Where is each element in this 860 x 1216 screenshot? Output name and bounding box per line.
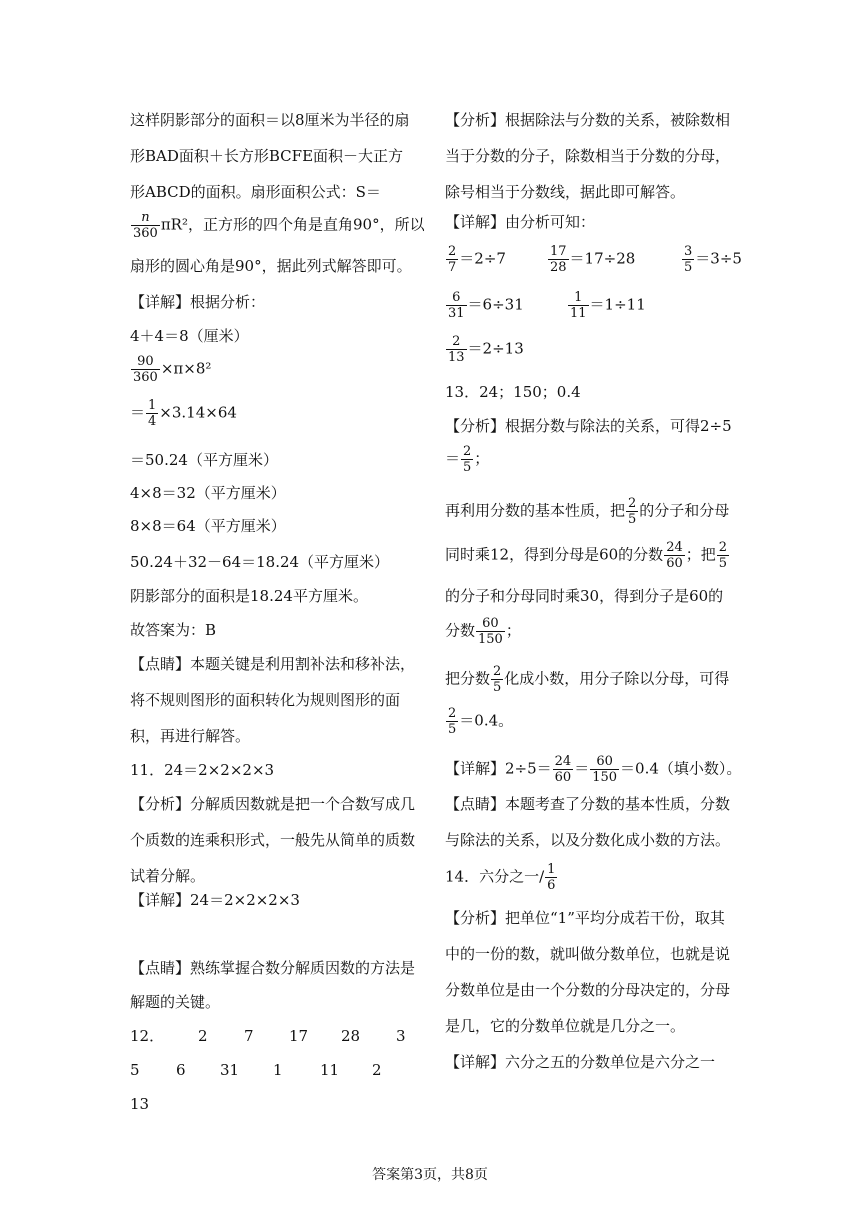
text-line: 中的一份的数，就叫做分数单位，也就是说 [445, 945, 731, 963]
text-line: 的分子和分母同时乘30，得到分子是60的 [445, 587, 724, 605]
text-line: 【点睛】本题考查了分数的基本性质，分数 [445, 795, 731, 813]
fraction: $\frac{90}{360}$ [133, 354, 158, 385]
q12-label: 12． [130, 1027, 165, 1045]
text-line: 4＋4＝8（厘米） [130, 327, 249, 345]
formula-line: 【详解】2÷5＝ $\frac{24}{60}$ ＝ $\frac{60}{150}$ ＝0.4（填小数）。 [445, 754, 742, 785]
formula-line: $\frac{2}{5}$ ＝0.4。 [448, 706, 514, 737]
text-line: 【详解】根据分析： [130, 293, 266, 311]
text-line: 除号相当于分数线，据此即可解答。 [445, 183, 686, 201]
text-line: 【详解】24＝2×2×2×3 [130, 891, 300, 909]
text-line: 11．24＝2×2×2×3 [130, 761, 275, 779]
q12-num: 2 [372, 1061, 382, 1079]
text-line: 【详解】由分析可知： [445, 213, 596, 231]
frac-eq: $\frac{17}{28}$ ＝17÷28 [550, 244, 636, 275]
q12-num: 28 [341, 1027, 361, 1045]
formula-line: $\frac{n}{360}$ πR²，正方形的四个角是直角90°，所以 [133, 210, 425, 241]
page-footer: 答案第3页，共8页 [372, 1167, 488, 1183]
frac-eq: $\frac{2}{13}$ ＝2÷13 [448, 334, 524, 365]
text-line: 【分析】根据分数与除法的关系，可得2÷5 [445, 417, 732, 435]
text-line: 分数单位是由一个分数的分母决定的，分母 [445, 981, 731, 999]
fraction: $\frac{n}{360}$ [133, 210, 158, 241]
q12-num: 31 [220, 1061, 240, 1079]
text-line: 与除法的关系，以及分数化成小数的方法。 [445, 831, 731, 849]
text-line: 积，再进行解答。 [130, 727, 251, 745]
text-line: 13．24；150；0.4 [445, 383, 581, 401]
formula-line: 再利用分数的基本性质，把 $\frac{2}{5}$ 的分子和分母 [445, 496, 730, 527]
text-line: 这样阴影部分的面积＝以8厘米为半径的扇 [130, 111, 410, 129]
q12-num: 1 [273, 1061, 283, 1079]
q12-num: 11 [320, 1061, 340, 1079]
q12-num: 3 [396, 1027, 406, 1045]
text-line: 8×8＝64（平方厘米） [130, 517, 286, 535]
text-line: 【分析】分解质因数就是把一个合数写成几 [130, 795, 416, 813]
text-line: 形BAD面积＋长方形BCFE面积－大正方 [130, 147, 404, 165]
formula-line: 14．六分之一/ $\frac{1}{6}$ [445, 862, 556, 893]
frac-eq: $\frac{3}{5}$ ＝3÷5 [684, 244, 742, 275]
text-line: 个质数的连乘积形式，一般先从简单的质数 [130, 831, 416, 849]
text-line: 【点睛】本题关键是利用割补法和移补法， [130, 655, 416, 673]
text-line: 形ABCD的面积。扇形面积公式：S＝ [130, 183, 381, 201]
formula-line: $\frac{90}{360}$ ×π×8² [133, 354, 212, 385]
frac-eq: $\frac{2}{7}$ ＝2÷7 [448, 244, 506, 275]
frac-eq: $\frac{1}{11}$ ＝1÷11 [570, 290, 646, 321]
text-line: 【分析】根据除法与分数的关系，被除数相 [445, 111, 731, 129]
formula-line: 分数 $\frac{60}{150}$ ； [445, 616, 521, 647]
text-line: ＝50.24（平方厘米） [130, 451, 278, 469]
q12-num: 17 [289, 1027, 309, 1045]
q12-num: 7 [244, 1027, 254, 1045]
text-line: 【点睛】熟练掌握合数分解质因数的方法是 [130, 959, 416, 977]
text-line: 解题的关键。 [130, 993, 221, 1011]
text-line: 当于分数的分子，除数相当于分数的分母， [445, 147, 731, 165]
q12-num: 6 [176, 1061, 186, 1079]
text-line: 试着分解。 [130, 867, 206, 885]
text-line: 【详解】六分之五的分数单位是六分之一 [445, 1053, 716, 1071]
q12-num: 2 [198, 1027, 208, 1045]
text-line: 阴影部分的面积是18.24平方厘米。 [130, 587, 368, 605]
q12-num: 5 [130, 1061, 140, 1079]
fraction: $\frac{1}{4}$ [148, 398, 157, 429]
text-line: 故答案为：B [130, 621, 217, 639]
formula-line: ＝ $\frac{2}{5}$ ； [445, 444, 490, 475]
text-line: 50.24＋32－64＝18.24（平方厘米） [130, 553, 390, 571]
q12-num: 13 [130, 1095, 150, 1113]
text-line: 【分析】把单位“1”平均分成若干份，取其 [445, 909, 725, 927]
formula-line: 把分数 $\frac{2}{5}$ 化成小数，用分子除以分母，可得 [445, 664, 730, 695]
text-line: 扇形的圆心角是90°，据此列式解答即可。 [130, 257, 412, 275]
frac-eq: $\frac{6}{31}$ ＝6÷31 [448, 290, 524, 321]
text-line: 是几，它的分数单位就是几分之一。 [445, 1017, 686, 1035]
text-line: 4×8＝32（平方厘米） [130, 484, 286, 502]
formula-line: ＝ $\frac{1}{4}$ ×3.14×64 [130, 398, 237, 429]
formula-line: 同时乘12，得到分母是60的分数 $\frac{24}{60}$ ；把 $\frac{2}{5}$ [445, 540, 728, 571]
text-line: 将不规则图形的面积转化为规则图形的面 [130, 691, 401, 709]
